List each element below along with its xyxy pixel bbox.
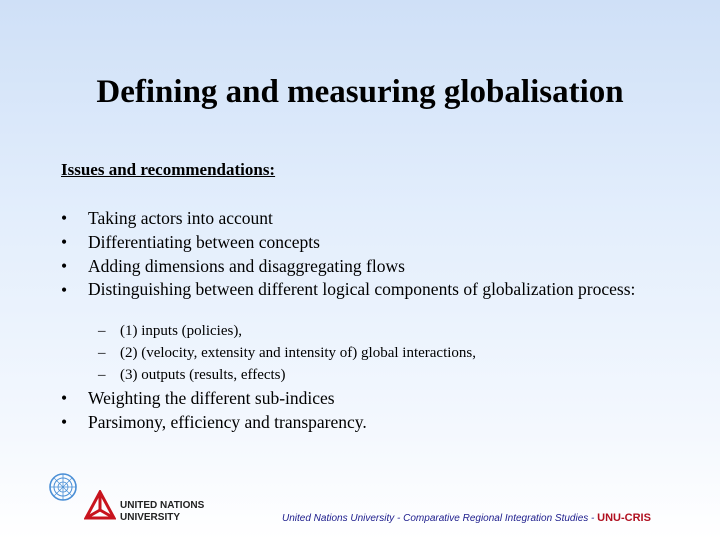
bullet-text: Parsimony, efficiency and transparency.	[88, 412, 367, 432]
dash-marker: –	[98, 345, 106, 361]
slide-title: Defining and measuring globalisation	[96, 74, 624, 110]
footer	[282, 512, 651, 524]
logo-block	[48, 468, 206, 528]
sub-bullet-text: (2) (velocity, extensity and intensity of) global interactions,	[120, 345, 477, 361]
sub-bullet-list	[98, 320, 476, 386]
dash-marker: –	[98, 367, 106, 383]
list-item	[98, 320, 476, 342]
unu-logo-icon	[84, 490, 116, 522]
list-item	[61, 254, 701, 278]
list-item	[61, 206, 701, 230]
bullet-marker: •	[61, 412, 68, 432]
bullet-text: Weighting the different sub-indices	[88, 388, 335, 408]
list-item	[61, 410, 367, 434]
unu-name	[120, 500, 204, 524]
bullet-text: Taking actors into account	[88, 208, 273, 228]
list-item	[98, 342, 476, 364]
slide-subtitle: Issues and recommendations:	[61, 160, 276, 179]
footer-text: United Nations University - Comparative Regional Integration Studies -	[282, 513, 598, 524]
bullet-marker: •	[61, 232, 68, 252]
bullet-text: Adding dimensions and disaggregating flows	[88, 256, 405, 276]
list-item	[61, 230, 701, 254]
bullet-list-continued	[61, 386, 367, 434]
dash-marker: –	[98, 323, 106, 339]
bullet-marker: •	[61, 280, 68, 300]
bullet-marker: •	[61, 388, 68, 408]
footer-brand: UNU-CRIS	[597, 512, 651, 524]
bullet-marker: •	[61, 208, 68, 228]
bullet-text: Distinguishing between different logical components of globalization process:	[88, 279, 636, 299]
un-emblem-icon	[48, 472, 78, 502]
sub-bullet-text: (3) outputs (results, effects)	[120, 367, 286, 383]
unu-name-line1: UNITED NATIONS	[120, 500, 205, 511]
bullet-marker: •	[61, 256, 68, 276]
sub-bullet-text: (1) inputs (policies),	[120, 323, 243, 339]
list-item	[61, 386, 367, 410]
bullet-text: Differentiating between concepts	[88, 232, 320, 252]
list-item	[98, 364, 476, 386]
unu-name-line2: UNIVERSITY	[120, 512, 181, 523]
list-item	[61, 278, 701, 300]
bullet-list	[61, 206, 701, 300]
